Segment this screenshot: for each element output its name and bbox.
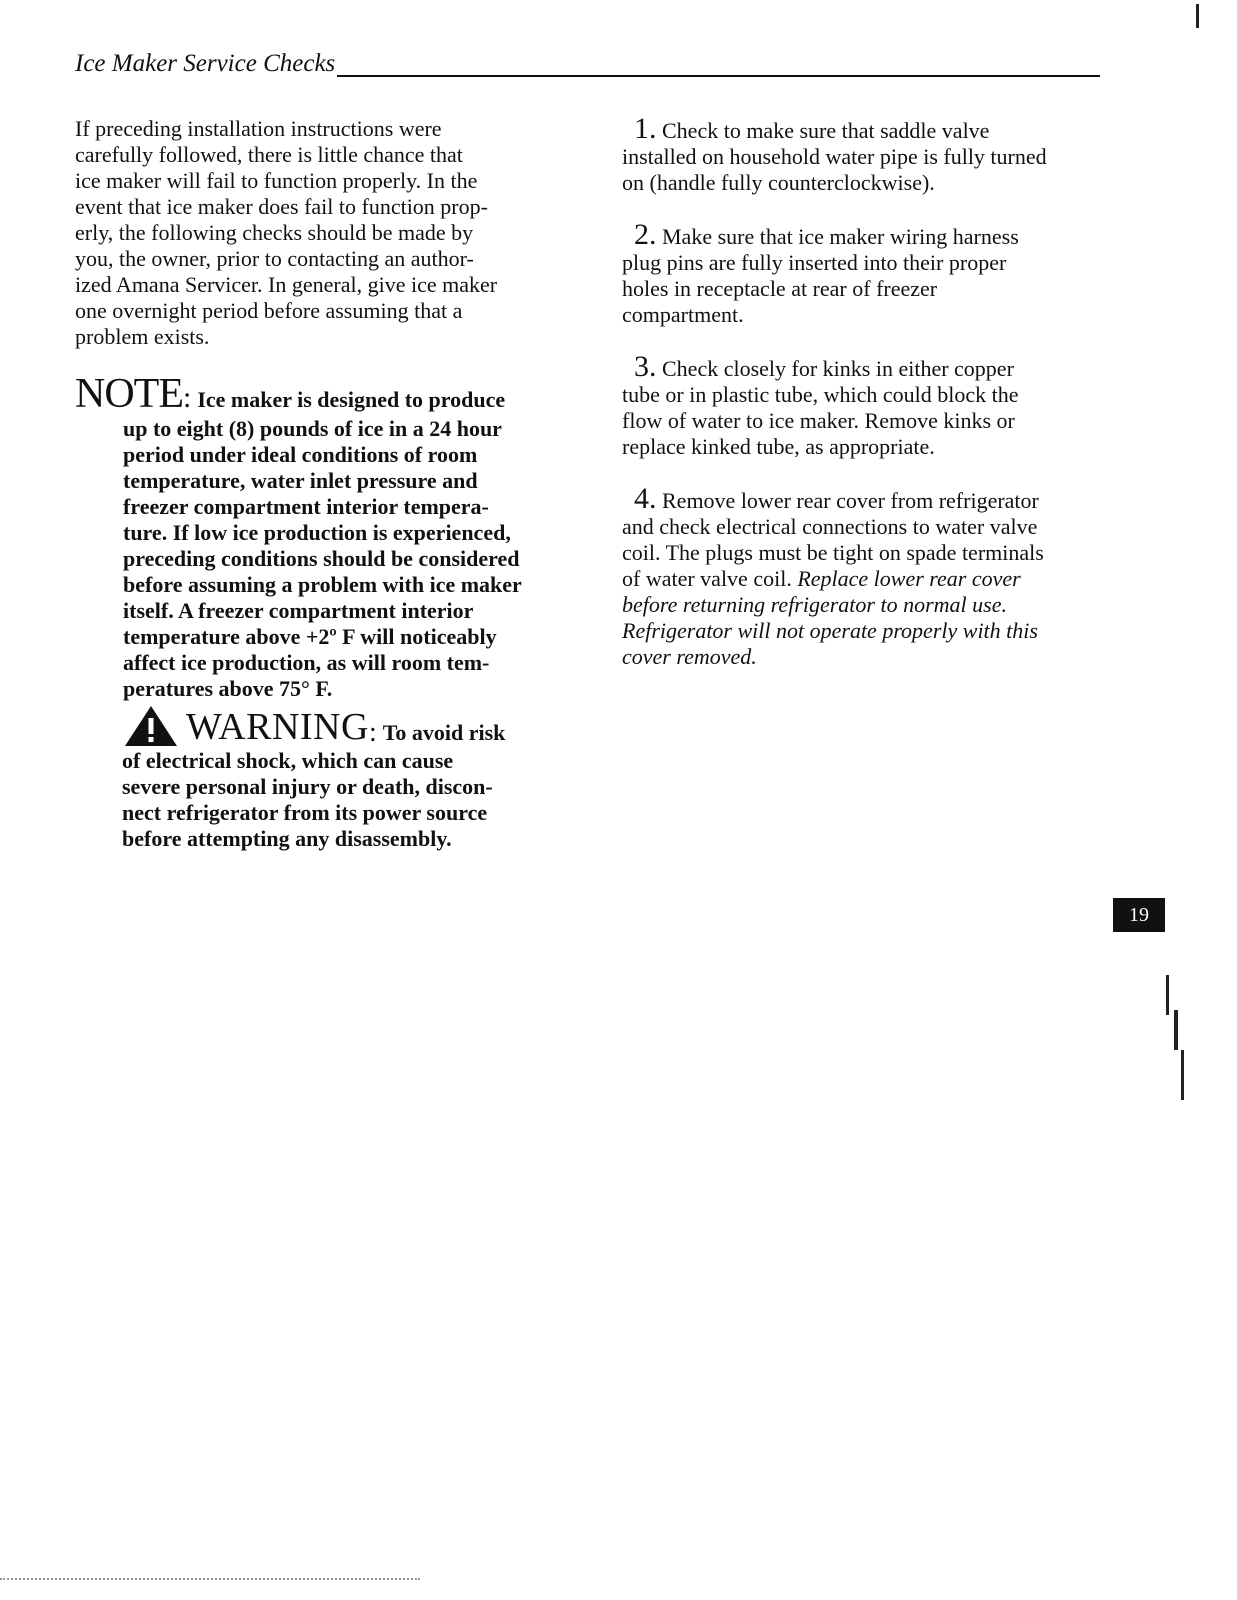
note-label: NOTE (75, 371, 183, 417)
step-first-line: Check closely for kinks in either copper (662, 356, 1014, 381)
step-line: plug pins are fully inserted into their proper (622, 250, 1007, 275)
scan-edge-mark (1174, 1010, 1178, 1050)
step-number: 4. (634, 482, 657, 515)
intro-line: If preceding installation instructions were (75, 116, 442, 141)
note-line: itself. A freezer compartment interior (123, 598, 474, 623)
note-block (75, 372, 565, 702)
step-number: 2. (634, 218, 657, 251)
warning-line: severe personal injury or death, discon- (122, 774, 493, 799)
step-line: tube or in plastic tube, which could block the (622, 382, 1019, 407)
step-italic-line: cover removed. (622, 644, 757, 669)
note-colon: : (182, 381, 192, 414)
note-line: up to eight (8) pounds of ice in a 24 hour (123, 416, 502, 441)
check-step-3 (622, 350, 1092, 460)
warning-colon: : (368, 717, 377, 748)
step-line-plain: of water valve coil. (622, 566, 792, 591)
intro-paragraph (75, 116, 555, 350)
note-body (75, 416, 565, 702)
note-line: before assuming a problem with ice maker (123, 572, 522, 597)
step-italic-line: before returning refrigerator to normal use. (622, 592, 1007, 617)
scan-edge-mark (1196, 4, 1199, 28)
note-line: temperature above +2º F will noticeably (123, 624, 497, 649)
intro-line: problem exists. (75, 324, 210, 349)
step-line: and check electrical connections to water valve (622, 514, 1038, 539)
warning-line: of electrical shock, which can cause (122, 748, 454, 773)
note-first-line: Ice maker is designed to produce (197, 387, 506, 412)
step-line: coil. The plugs must be tight on spade terminals (622, 540, 1044, 565)
note-line: peratures above 75° F. (123, 676, 333, 701)
scan-edge-mark (1181, 1050, 1184, 1100)
note-line: period under ideal conditions of room (123, 442, 478, 467)
checks-list (622, 112, 1092, 696)
intro-line: ice maker will fail to function properly. In the (75, 168, 478, 193)
note-line: temperature, water inlet pressure and (123, 468, 478, 493)
warning-heading (122, 704, 582, 748)
step-number: 3. (634, 350, 657, 383)
step-line-italic: Replace lower rear cover (797, 566, 1021, 591)
scan-artifact-line (0, 1578, 420, 1584)
warning-first-line: To avoid risk (382, 720, 506, 745)
step-line: on (handle fully counterclockwise). (622, 170, 935, 195)
scan-edge-mark (1166, 975, 1169, 1015)
note-line: preceding conditions should be considered (123, 546, 520, 571)
check-step-1 (622, 112, 1092, 196)
intro-line: carefully followed, there is little chance that (75, 142, 463, 167)
step-first-line: Make sure that ice maker wiring harness (662, 224, 1019, 249)
intro-line: event that ice maker does fail to function prop- (75, 194, 488, 219)
page-number-tab: 19 (1113, 898, 1165, 932)
step-line: compartment. (622, 302, 744, 327)
check-step-4 (622, 482, 1092, 670)
warning-label: WARNING (186, 706, 369, 748)
intro-line: ized Amana Servicer. In general, give ice maker (75, 272, 498, 297)
note-heading (75, 372, 565, 416)
warning-block (122, 704, 582, 852)
note-line: ture. If low ice production is experienced, (123, 520, 511, 545)
intro-line: you, the owner, prior to contacting an author- (75, 246, 474, 271)
page-title: Ice Maker Service Checks (75, 48, 337, 80)
warning-line: nect refrigerator from its power source (122, 800, 488, 825)
step-line: replace kinked tube, as appropriate. (622, 434, 935, 459)
step-line: flow of water to ice maker. Remove kinks or (622, 408, 1015, 433)
step-first-line: Check to make sure that saddle valve (662, 118, 990, 143)
step-first-line: Remove lower rear cover from refrigerator (662, 488, 1039, 513)
warning-triangle-icon (122, 704, 180, 748)
intro-line: erly, the following checks should be made by (75, 220, 474, 245)
page-header (75, 48, 1100, 82)
intro-line: one overnight period before assuming that a (75, 298, 463, 323)
step-line: holes in receptacle at rear of freezer (622, 276, 938, 301)
warning-line: before attempting any disassembly. (122, 826, 452, 851)
step-italic-line: Refrigerator will not operate properly with this (622, 618, 1038, 643)
note-line: affect ice production, as will room tem- (123, 650, 490, 675)
step-number: 1. (634, 112, 657, 145)
step-line: installed on household water pipe is fully turned (622, 144, 1047, 169)
check-step-2 (622, 218, 1092, 328)
note-line: freezer compartment interior tempera- (123, 494, 489, 519)
